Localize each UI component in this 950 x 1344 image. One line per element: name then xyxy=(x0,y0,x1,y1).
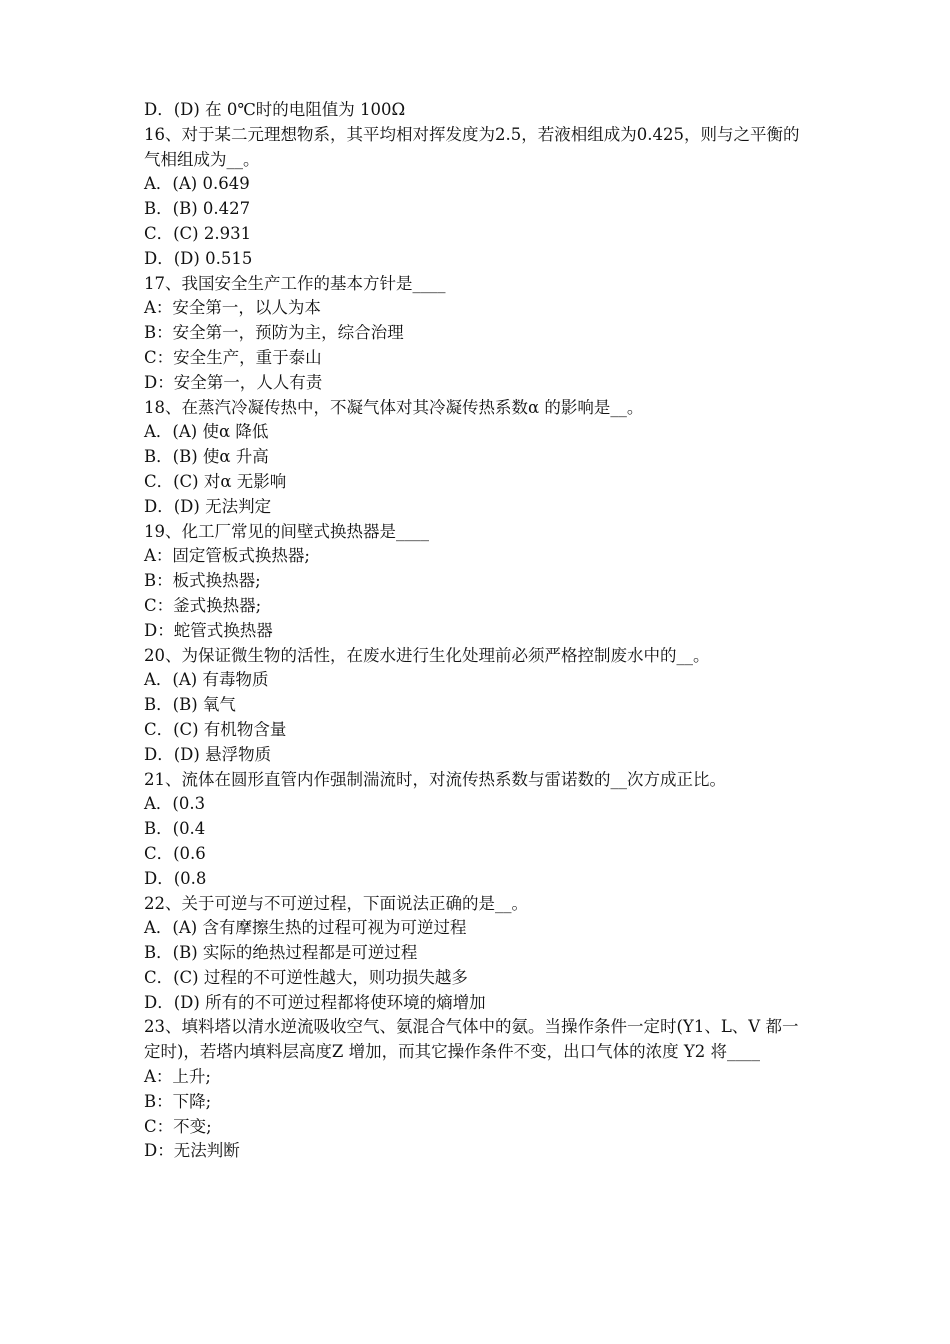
q19-option-d: D：蛇管式换热器 xyxy=(144,620,273,640)
q16-option-d: D．(D) 0.515 xyxy=(144,248,253,268)
q21-question: 21、流体在圆形直管内作强制湍流时，对流传热系数与雷诺数的__次方成正比。 xyxy=(144,769,726,789)
q19-option-c: C：釜式换热器; xyxy=(144,595,262,615)
q21-option-c: C．(0.6 xyxy=(144,843,206,863)
q23-option-d: D：无法判断 xyxy=(144,1141,240,1161)
q18-option-a: A．(A) 使α 降低 xyxy=(144,422,269,442)
q22-option-d: D．(D) 所有的不可逆过程都将使环境的熵增加 xyxy=(144,992,486,1012)
q17-option-c: C：安全生产，重于泰山 xyxy=(144,347,322,367)
q20-question: 20、为保证微生物的活性，在废水进行生化处理前必须严格控制废水中的__。 xyxy=(144,645,710,665)
q23-option-c: C：不变; xyxy=(144,1116,212,1136)
q21-option-a: A．(0.3 xyxy=(144,794,206,814)
q20-option-b: B．(B) 氧气 xyxy=(144,695,236,715)
q18-option-c: C．(C) 对α 无影响 xyxy=(144,471,287,491)
q18-option-b: B．(B) 使α 升高 xyxy=(144,447,269,467)
q16-option-a: A．(A) 0.649 xyxy=(144,174,250,194)
q21-option-b: B．(0.4 xyxy=(144,819,206,839)
q22-option-c: C．(C) 过程的不可逆性越大，则功损失越多 xyxy=(144,967,468,987)
question-list xyxy=(144,98,814,1164)
q22-option-a: A．(A) 含有摩擦生热的过程可视为可逆过程 xyxy=(144,918,467,938)
q20-option-c: C．(C) 有机物含量 xyxy=(144,719,287,739)
q17-option-b: B：安全第一，预防为主，综合治理 xyxy=(144,323,404,343)
q21-option-d: D．(0.8 xyxy=(144,868,207,888)
q23-option-b: B：下降; xyxy=(144,1091,212,1111)
q16-option-b: B．(B) 0.427 xyxy=(144,199,251,219)
q23-option-a: A：上升; xyxy=(144,1067,211,1087)
q17-option-d: D：安全第一，人人有责 xyxy=(144,372,323,392)
q18-question: 18、在蒸汽冷凝传热中，不凝气体对其冷凝传热系数α 的影响是__。 xyxy=(144,397,644,417)
q17-option-a: A：安全第一，以人为本 xyxy=(144,298,321,318)
q19-question: 19、化工厂常见的间壁式换热器是____ xyxy=(144,521,429,541)
q18-option-d: D．(D) 无法判定 xyxy=(144,496,272,516)
q20-option-d: D．(D) 悬浮物质 xyxy=(144,744,272,764)
q22-question: 22、关于可逆与不可逆过程，下面说法正确的是__。 xyxy=(144,893,528,913)
q19-option-b: B：板式换热器; xyxy=(144,571,261,591)
q17-question: 17、我国安全生产工作的基本方针是____ xyxy=(144,273,446,293)
q16-option-c: C．(C) 2.931 xyxy=(144,223,252,243)
q20-option-a: A．(A) 有毒物质 xyxy=(144,670,269,690)
q22-option-b: B．(B) 实际的绝热过程都是可逆过程 xyxy=(144,943,418,963)
q23-question: 23、填料塔以清水逆流吸收空气、氨混合气体中的氨。当操作条件一定时(Y1、L、V 都一定时)，若塔内填料层高度Z 增加，而其它操作条件不变，出口气体的浓度 Y2 将____ xyxy=(144,1017,799,1062)
q19-option-a: A：固定管板式换热器; xyxy=(144,546,310,566)
q15-option-d: D．(D) 在 0℃时的电阻值为 100Ω xyxy=(144,100,406,119)
q16-question: 16、对于某二元理想物系，其平均相对挥发度为2.5，若液相组成为0.425，则与之平衡的气相组成为__。 xyxy=(144,124,800,169)
